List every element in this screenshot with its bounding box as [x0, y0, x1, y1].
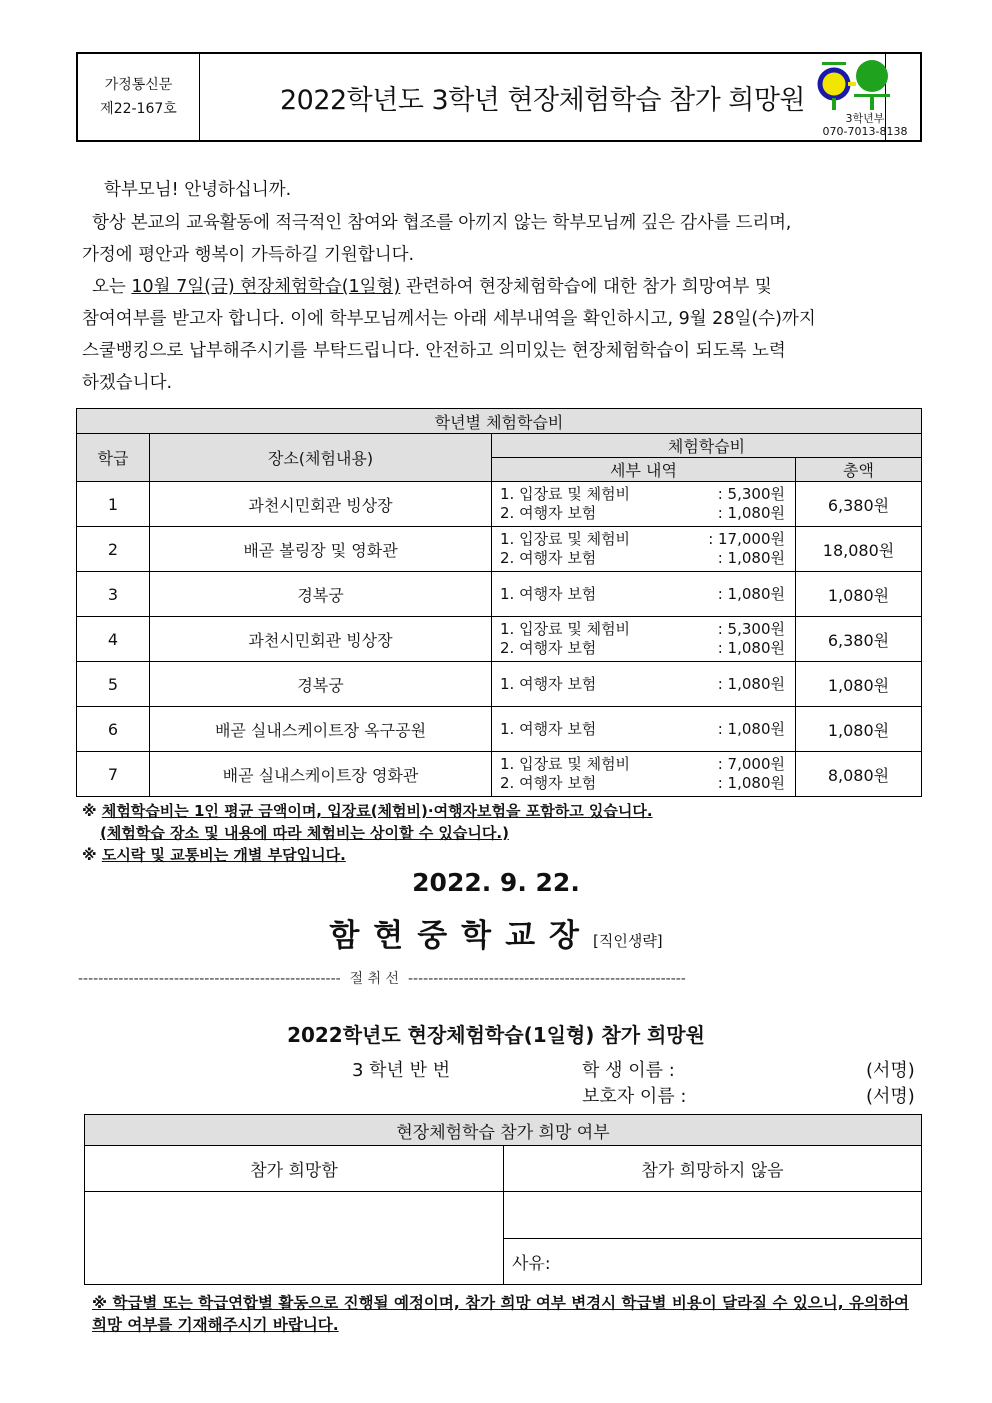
fee-row [77, 572, 922, 617]
fee-row [77, 752, 922, 797]
fee-row [77, 707, 922, 752]
seal-note: [직인생략] [593, 932, 663, 950]
detail-item-label: 1. 여행자 보험 [500, 719, 597, 738]
parent-sign: (서명) [866, 1086, 915, 1107]
doc-number: 제22-167호 [100, 101, 177, 117]
detail-item-label: 1. 입장료 및 체험비 [500, 620, 631, 638]
participation-table [84, 1114, 922, 1285]
col-fee: 체험학습비 [492, 434, 922, 458]
footer-note: ※ 학급별 또는 학급연합별 활동으로 진행될 예정이며, 참가 희망 여부 변경시 학급별 비용이 달라질 수 있으니, 유의하여 희망 여부를 기재해주시기 바랍니다. [92, 1294, 909, 1334]
detail-item-amount: : 5,300원 [717, 620, 785, 638]
fee-row-place: 경복궁 [150, 572, 492, 617]
fee-row-detail [492, 527, 796, 572]
reason-label: 사유: [512, 1254, 551, 1274]
cut-line: ---------------------------------------------------- 절 취 선 ------------------------------------------------------- [78, 971, 686, 987]
detail-item-amount: : 1,080원 [717, 774, 785, 792]
option-yes-check-cell[interactable] [85, 1192, 504, 1285]
fee-row-total: 18,080원 [796, 527, 922, 572]
col-class: 학급 [77, 434, 150, 482]
fee-row [77, 617, 922, 662]
fee-row-total: 6,380원 [796, 482, 922, 527]
doc-info-cell [78, 54, 200, 140]
phone-number: 070-7013-8138 [822, 125, 908, 138]
fee-row [77, 662, 922, 707]
col-total: 총액 [796, 458, 922, 482]
detail-item-amount: : 1,080원 [717, 584, 785, 603]
school-logo-icon [810, 54, 920, 114]
detail-item-amount: : 1,080원 [717, 549, 785, 567]
fee-row-total: 1,080원 [796, 662, 922, 707]
form-title: 2022학년도 현장체험학습(1일형) 참가 희망원 [287, 1023, 705, 1047]
student-name-label: 학 생 이름 : [582, 1060, 675, 1081]
logo-cell [822, 54, 920, 140]
greeting: 학부모님! 안녕하십니까. [104, 180, 292, 200]
detail-item-label: 2. 여행자 보험 [500, 549, 597, 567]
option-yes: 참가 희망함 [85, 1146, 504, 1192]
parent-name-label: 보호자 이름 : [582, 1086, 687, 1107]
detail-item-label: 1. 입장료 및 체험비 [500, 485, 631, 503]
principal-signature [0, 910, 992, 955]
newsletter-header [76, 52, 922, 142]
fee-row-class: 5 [77, 662, 150, 707]
detail-item-label: 2. 여행자 보험 [500, 504, 597, 522]
col-place: 장소(체험내용) [150, 434, 492, 482]
option-no: 참가 희망하지 않음 [504, 1146, 922, 1192]
fee-row-class: 1 [77, 482, 150, 527]
fee-row-detail [492, 617, 796, 662]
participation-caption: 현장체험학습 참가 희망 여부 [85, 1115, 922, 1146]
fee-row-detail [492, 752, 796, 797]
reason-cell[interactable] [504, 1239, 922, 1285]
fee-row-total: 1,080원 [796, 572, 922, 617]
note-2: ※ 도시락 및 교통비는 개별 부담입니다. [82, 846, 346, 864]
student-class-line: 3 학년 반 번 [352, 1060, 451, 1081]
detail-item-label: 2. 여행자 보험 [500, 774, 597, 792]
student-sign: (서명) [866, 1060, 915, 1081]
fee-row-detail [492, 572, 796, 617]
dept-label: 3학년부 [845, 112, 885, 125]
note-1b: (체험학습 장소 및 내용에 따라 체험비는 상이할 수 있습니다.) [100, 824, 509, 842]
note-1: ※ 체험학습비는 1인 평균 금액이며, 입장료(체험비)·여행자보험을 포함하고 있습니다. [82, 802, 653, 820]
fee-row [77, 482, 922, 527]
detail-item-label: 1. 여행자 보험 [500, 584, 597, 603]
fee-row [77, 527, 922, 572]
detail-item-amount: : 1,080원 [717, 639, 785, 657]
fee-row-total: 8,080원 [796, 752, 922, 797]
fee-row-class: 3 [77, 572, 150, 617]
page-title: 2022학년도 3학년 현장체험학습 참가 희망원 [200, 54, 886, 140]
para2-line4: 하겠습니다. [82, 373, 173, 393]
detail-item-amount: : 1,080원 [717, 504, 785, 522]
detail-item-amount: : 5,300원 [717, 485, 785, 503]
para2-line1: 오는 10월 7일(금) 현장체험학습(1일형) 관련하여 현장체험학습에 대한 참가 희망여부 및 [92, 277, 772, 297]
detail-item-amount: : 1,080원 [717, 719, 785, 738]
fee-row-class: 7 [77, 752, 150, 797]
fee-row-detail [492, 707, 796, 752]
principal-name: 함현중학교장 [329, 918, 593, 954]
detail-item-label: 1. 여행자 보험 [500, 674, 597, 693]
issue-date: 2022. 9. 22. [412, 868, 580, 897]
detail-item-label: 1. 입장료 및 체험비 [500, 755, 631, 773]
detail-item-amount: : 1,080원 [717, 674, 785, 693]
fee-row-place: 배곧 볼링장 및 영화관 [150, 527, 492, 572]
fee-table-caption: 학년별 체험학습비 [77, 409, 922, 434]
fee-row-class: 4 [77, 617, 150, 662]
fee-row-total: 1,080원 [796, 707, 922, 752]
option-no-check-cell[interactable] [504, 1192, 922, 1239]
fee-row-class: 6 [77, 707, 150, 752]
detail-item-label: 2. 여행자 보험 [500, 639, 597, 657]
fee-row-place: 경복궁 [150, 662, 492, 707]
detail-item-amount: : 7,000원 [717, 755, 785, 773]
col-detail: 세부 내역 [492, 458, 796, 482]
para2-line2: 참여여부를 받고자 합니다. 이에 학부모님께서는 아래 세부내역을 확인하시고, 9월 28일(수)까지 [82, 309, 816, 329]
para2-line3: 스쿨뱅킹으로 납부해주시기를 부탁드립니다. 안전하고 의미있는 현장체험학습이 되도록 노력 [82, 341, 786, 361]
fee-row-class: 2 [77, 527, 150, 572]
detail-item-amount: : 17,000원 [708, 530, 785, 548]
fee-row-detail [492, 482, 796, 527]
para1-line1: 항상 본교의 교육활동에 적극적인 참여와 협조를 아끼지 않는 학부모님께 깊은 감사를 드리며, [92, 213, 792, 233]
para1-line2: 가정에 평안과 행복이 가득하길 기원합니다. [82, 245, 415, 265]
fee-row-place: 과천시민회관 빙상장 [150, 617, 492, 662]
doc-type: 가정통신문 [104, 77, 173, 93]
fee-row-place: 배곧 실내스케이트장 영화관 [150, 752, 492, 797]
fee-table [76, 408, 922, 797]
fee-row-place: 배곧 실내스케이트장 옥구공원 [150, 707, 492, 752]
detail-item-label: 1. 입장료 및 체험비 [500, 530, 631, 548]
fee-row-detail [492, 662, 796, 707]
fee-row-place: 과천시민회관 빙상장 [150, 482, 492, 527]
event-date: 10월 7일(금) 현장체험학습(1일형) [131, 277, 401, 297]
fee-row-total: 6,380원 [796, 617, 922, 662]
